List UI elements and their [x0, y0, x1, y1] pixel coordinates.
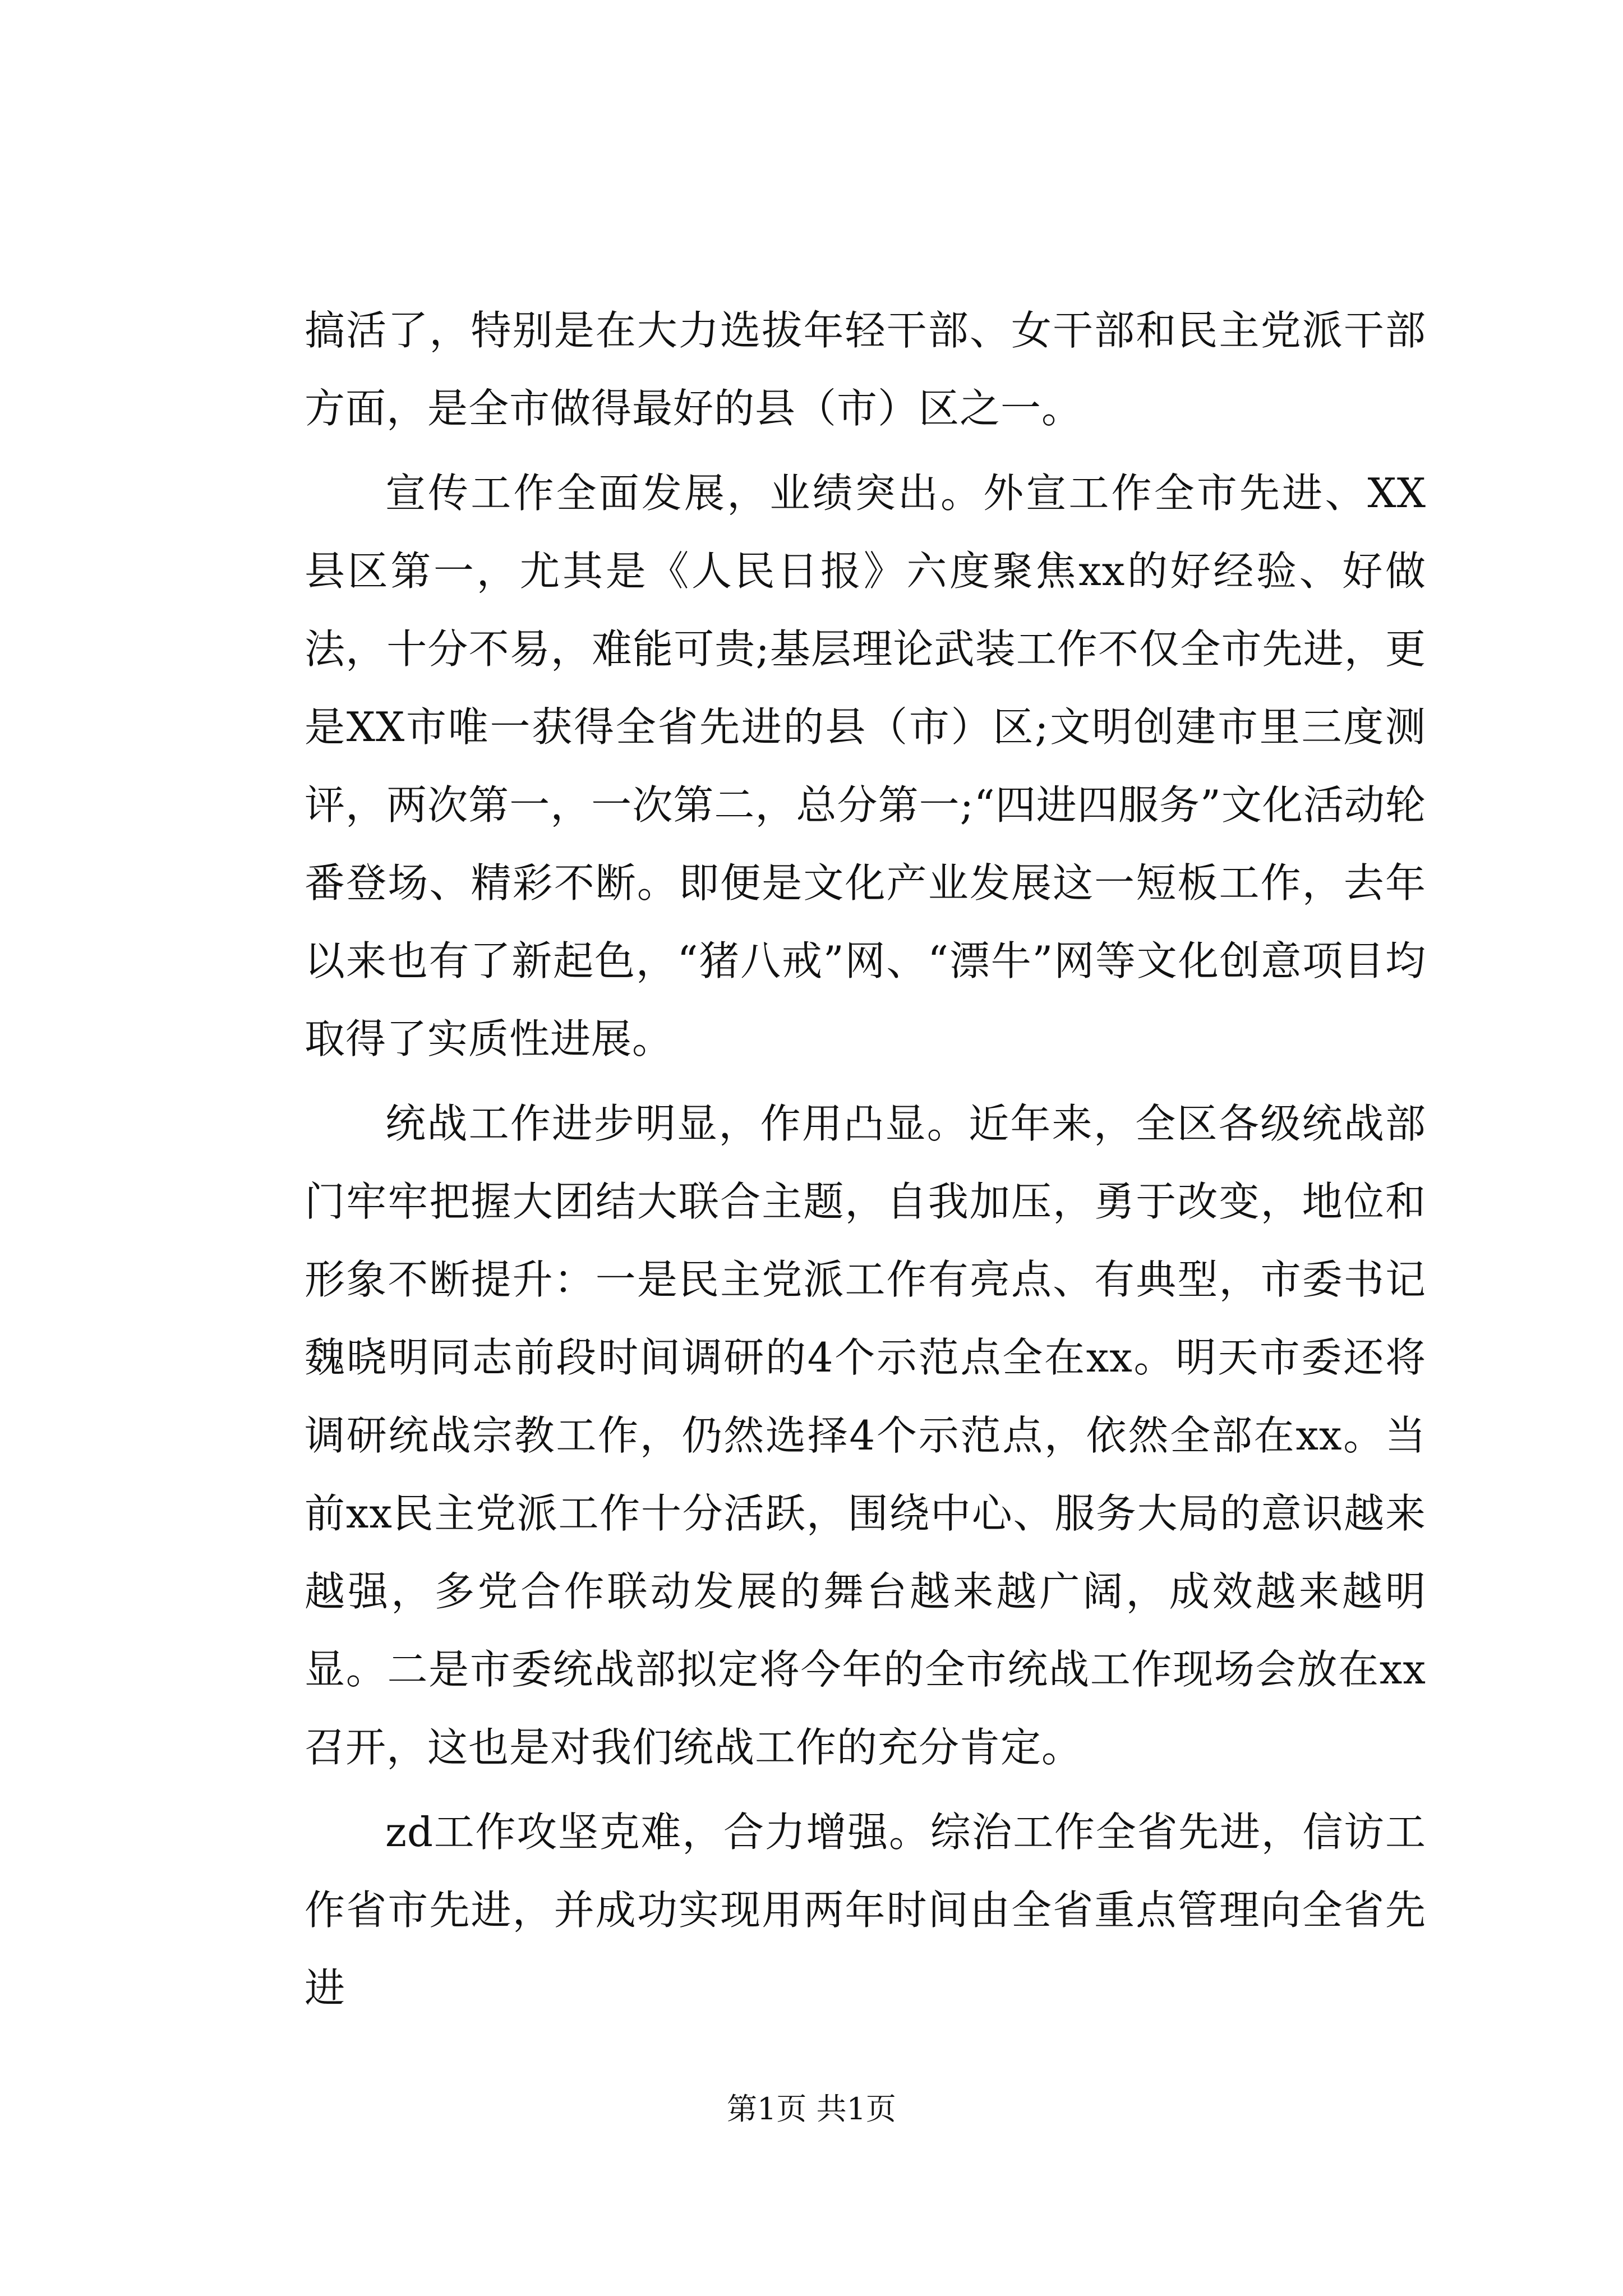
paragraph-zd-work: zd工作攻坚克难，合力增强。综治工作全省先进，信访工作省市先进，并成功实现用两年时间由全省重点管理向全省先进	[305, 1809, 1426, 2012]
paragraph-publicity-work: 宣传工作全面发展，业绩突出。外宣工作全市先进、XX县区第一，尤其是《人民日报》六度聚焦xx的好经验、好做法，十分不易，难能可贵;基层理论武装工作不仅全市先进，更是XX市唯一获得全省先进的县（市）区;文明创建市里三度测评，两次第一，一次第二，总分第一;“四进四服务”文化活动轮番登场、精彩不断。即便是文化产业发展这一短板工作，去年以来也有了新起色，“猪八戒”网、“漂牛”网等文化创意项目均取得了实质性进展。	[305, 470, 1426, 1062]
page-footer: 第1页 共1页	[727, 2091, 896, 2127]
paragraph-continuation: 搞活了，特别是在大力选拔年轻干部、女干部和民主党派干部方面，是全市做得最好的县（市）区之一。	[305, 307, 1426, 432]
document-body	[305, 292, 1426, 2027]
paragraph-united-front-work: 统战工作进步明显，作用凸显。近年来，全区各级统战部门牢牢把握大团结大联合主题，自我加压，勇于改变，地位和形象不断提升：一是民主党派工作有亮点、有典型，市委书记魏晓明同志前段时间调研的4个示范点全在xx。明天市委还将调研统战宗教工作，仍然选择4个示范点，依然全部在xx。当前xx民主党派工作十分活跃，围绕中心、服务大局的意识越来越强，多党合作联动发展的舞台越来越广阔，成效越来越明显。二是市委统战部拟定将今年的全市统战工作现场会放在xx召开，这也是对我们统战工作的充分肯定。	[305, 1100, 1426, 1771]
